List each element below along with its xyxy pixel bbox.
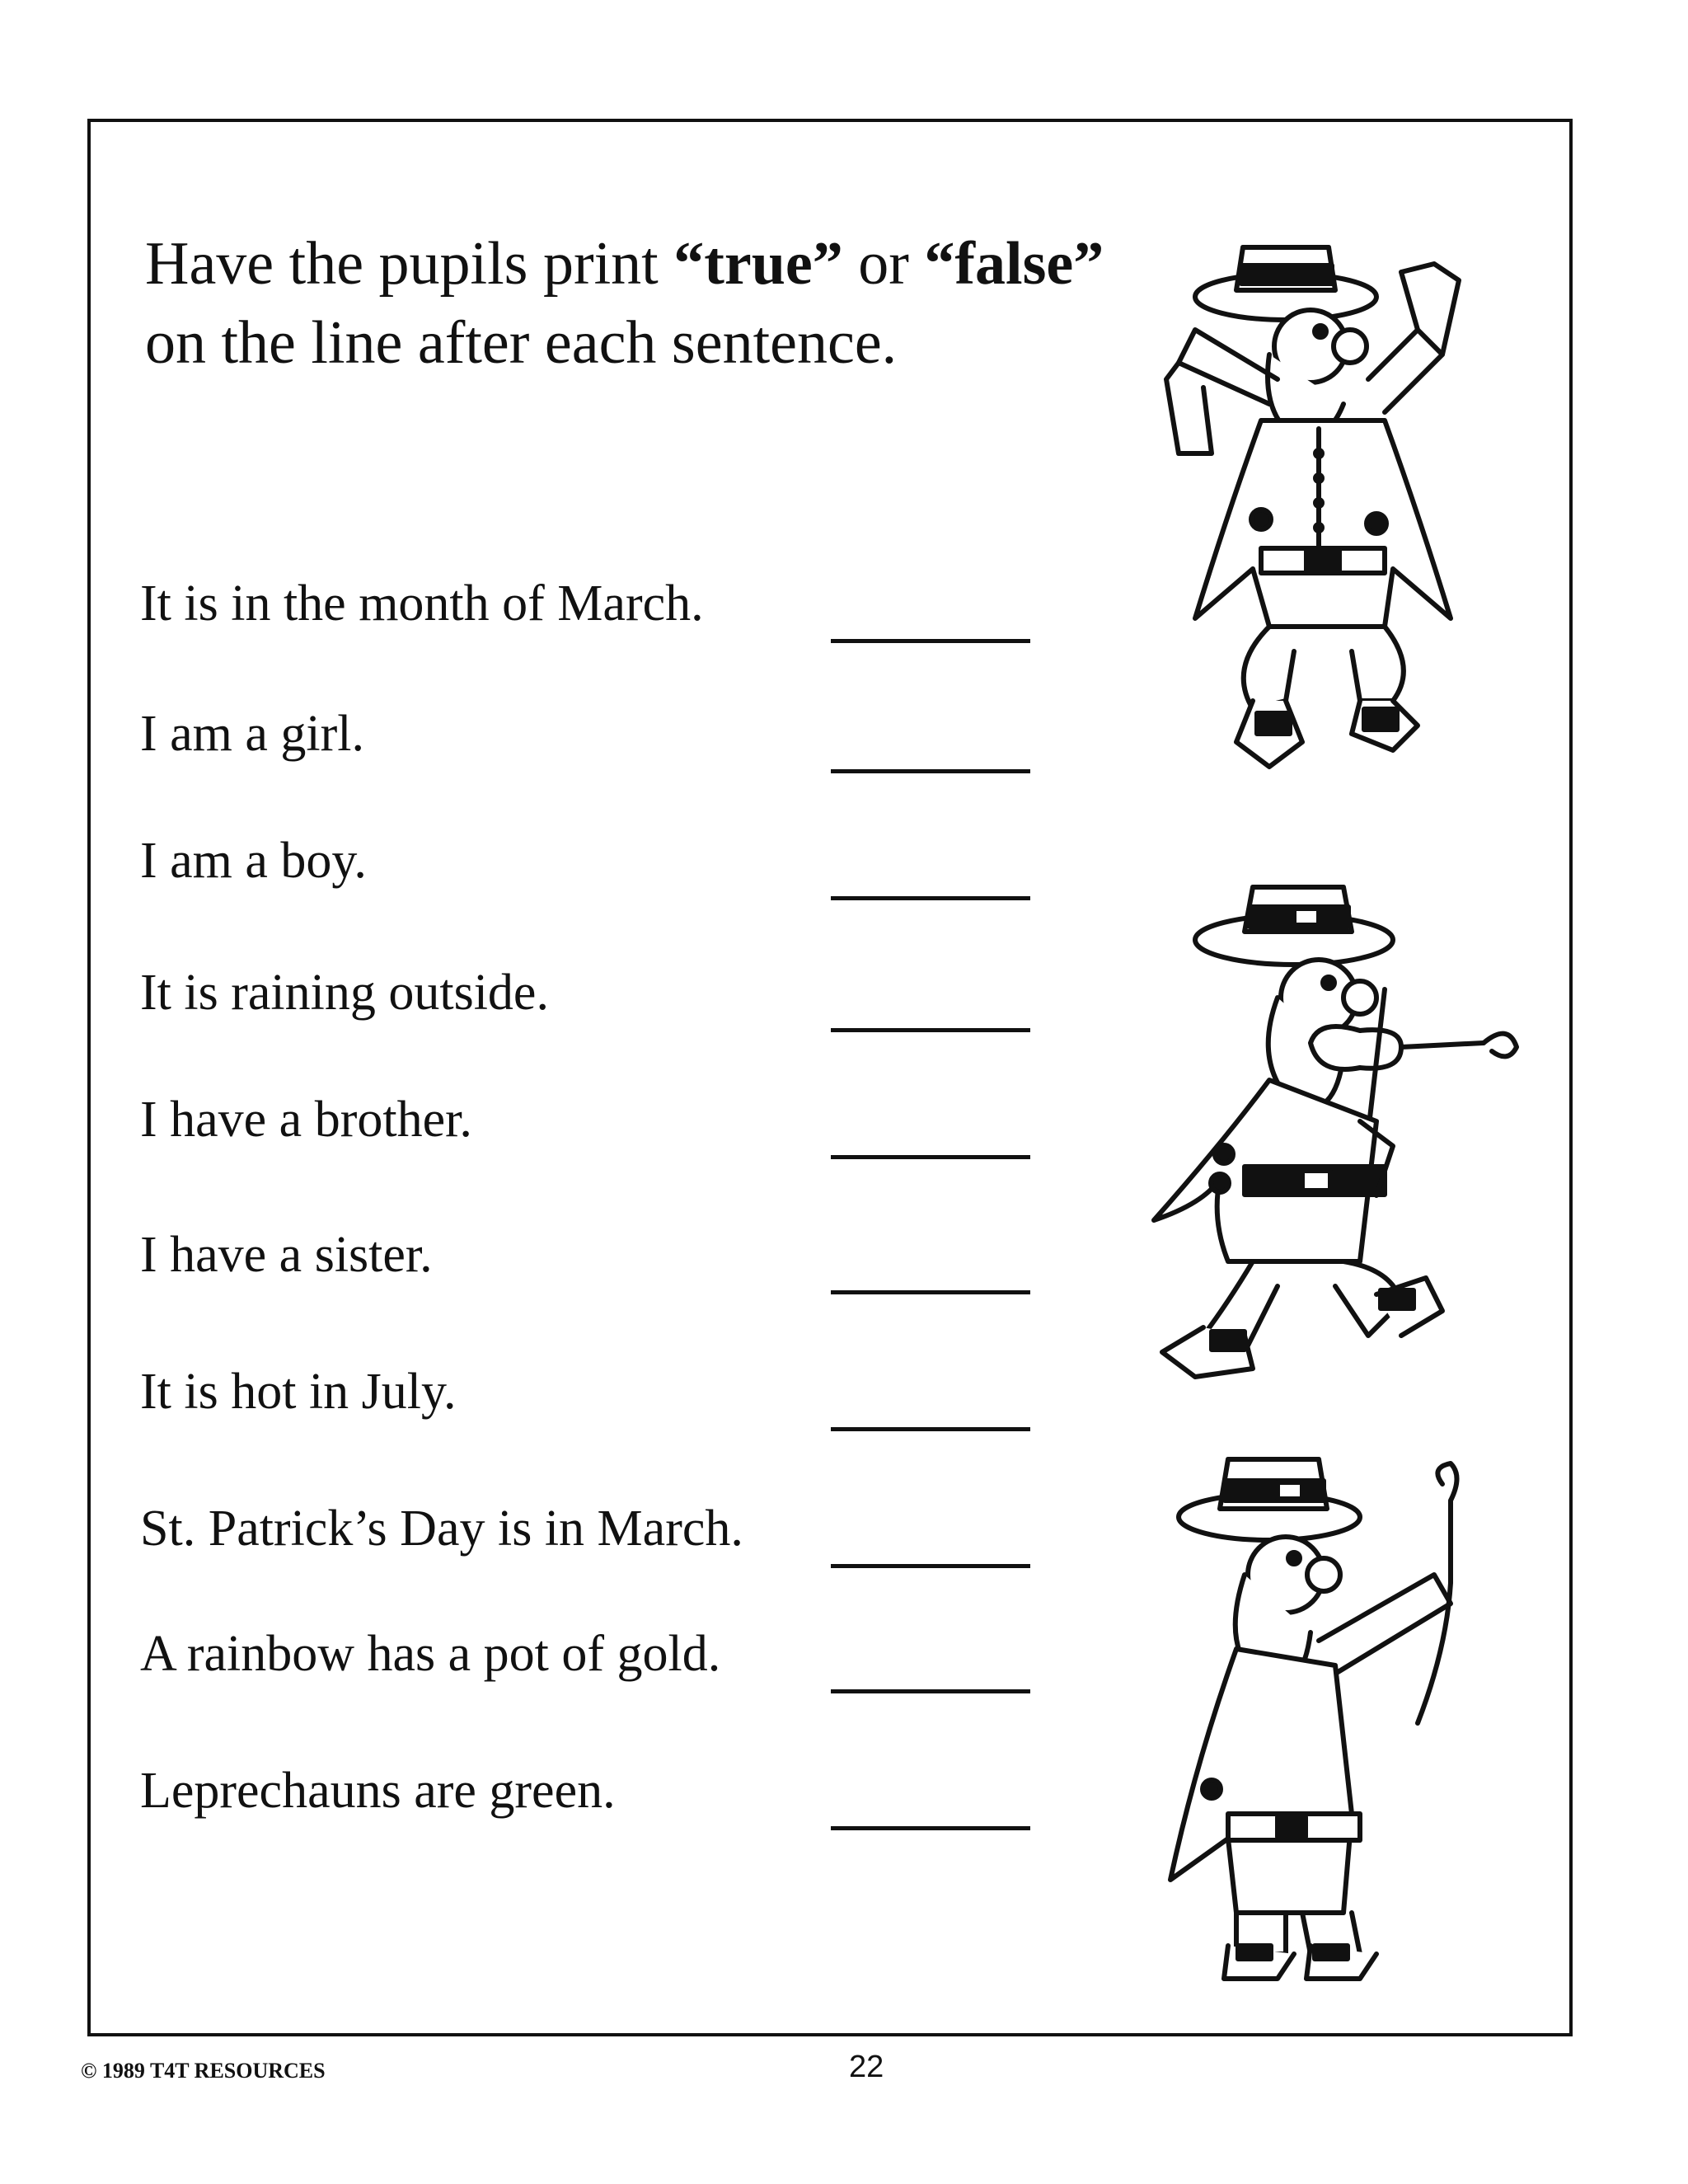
quote-true: “true” <box>673 230 843 298</box>
quote-false: “false” <box>924 230 1104 298</box>
answer-line[interactable] <box>831 1564 1030 1568</box>
sentence-row <box>140 834 1039 900</box>
answer-line[interactable] <box>831 1028 1030 1032</box>
answer-line[interactable] <box>831 1689 1030 1693</box>
sentence-text: It is in the month of March. <box>140 575 704 632</box>
sentence-text: It is hot in July. <box>140 1364 457 1420</box>
sentence-text: I have a brother. <box>140 1092 472 1148</box>
dancing-leprechaun-icon <box>1146 239 1541 800</box>
sentence-text: I have a sister. <box>140 1227 433 1283</box>
sentence-text: Leprechauns are green. <box>140 1763 616 1819</box>
sentence-row <box>140 1627 1039 1693</box>
sentence-text: St. Patrick’s Day is in March. <box>140 1501 743 1557</box>
instructions-line-2: on the line after each sentence. <box>145 309 898 377</box>
sentence-text: I am a boy. <box>140 833 367 889</box>
sentence-row <box>140 1228 1039 1294</box>
answer-line[interactable] <box>831 1427 1030 1431</box>
answer-line[interactable] <box>831 1826 1030 1830</box>
sentence-text: A rainbow has a pot of gold. <box>140 1626 721 1682</box>
fiddling-leprechaun-icon <box>1129 874 1550 1402</box>
answer-line[interactable] <box>831 896 1030 900</box>
page-number: 22 <box>849 2050 884 2084</box>
sentence-row <box>140 577 1039 643</box>
sentence-row <box>140 1365 1039 1431</box>
sentence-row <box>140 1502 1039 1568</box>
sentence-row <box>140 707 1039 773</box>
instructions <box>145 224 1241 383</box>
answer-line[interactable] <box>831 769 1030 773</box>
sentence-row <box>140 1764 1039 1830</box>
sentence-row <box>140 966 1039 1032</box>
leprechaun-with-stick-icon <box>1146 1451 1500 1995</box>
answer-line[interactable] <box>831 1290 1030 1294</box>
sentence-text: I am a girl. <box>140 706 365 762</box>
sentence-row <box>140 1093 1039 1159</box>
answer-line[interactable] <box>831 1155 1030 1159</box>
copyright-notice: © 1989 T4T RESOURCES <box>81 2059 326 2083</box>
sentence-text: It is raining outside. <box>140 965 549 1021</box>
answer-line[interactable] <box>831 639 1030 643</box>
instructions-line-1: Have the pupils print “true” or “false” <box>145 230 1104 298</box>
